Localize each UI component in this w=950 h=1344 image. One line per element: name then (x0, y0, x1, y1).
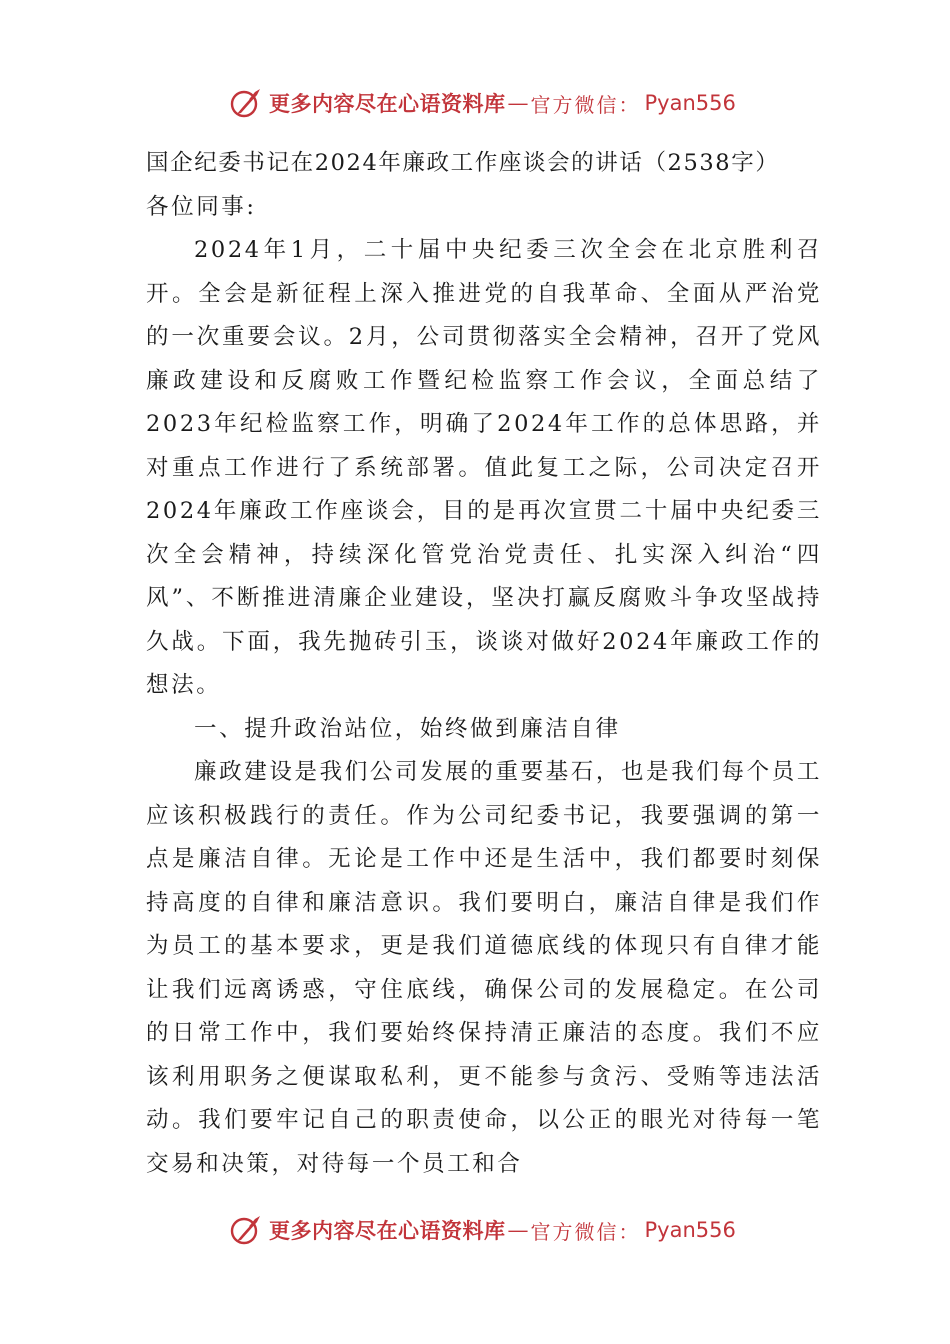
paragraph-section-1: 廉政建设是我们公司发展的重要基石，也是我们每个员工应该积极践行的责任。作为公司纪委书记，我要强调的第一点是廉洁自律。无论是工作中还是生活中，我们都要时刻保持高度的自律和廉洁意识。我们要明白，廉洁自律是我们作为员工的基本要求，更是我们道德底线的体现只有自律才能让我们远离诱惑，守住底线，确保公司的发展稳定。在公司的日常工作中，我们要始终保持清正廉洁的态度。我们不应该利用职务之便谋取私利，更不能参与贪污、受贿等违法活动。我们要牢记自己的职责使命，以公正的眼光对待每一笔交易和决策，对待每一个员工和合 (146, 759, 822, 1177)
section-heading-1: 一、提升政治站位，始终做到廉洁自律 (194, 715, 621, 742)
banner-official-label: 官方微信： (530, 1219, 641, 1244)
document-body (146, 142, 822, 1186)
quill-logo-icon (229, 1213, 263, 1247)
banner-slogan: 更多内容尽在心语资料库 (269, 91, 506, 116)
footer-watermark-banner (229, 1210, 736, 1250)
banner-wechat-id: Pyan556 (644, 91, 736, 115)
banner-wechat-id: Pyan556 (644, 1218, 736, 1242)
paragraph-intro: 2024年1月，二十届中央纪委三次全会在北京胜利召开。全会是新征程上深入推进党的自我革命、全面从严治党的一次重要会议。2月，公司贯彻落实全会精神，召开了党风廉政建设和反腐败工作暨纪检监察工作会议，全面总结了2023年纪检监察工作，明确了2024年工作的总体思路，并对重点工作进行了系统部署。值此复工之际，公司决定召开2024年廉政工作座谈会，目的是再次宣贯二十届中央纪委三次全会精神，持续深化管党治党责任、扎实深入纠治“四风”、不断推进清廉企业建设，坚决打赢反腐败斗争攻坚战持久战。下面，我先抛砖引玉，谈谈对做好2024年廉政工作的想法。 (146, 237, 822, 698)
banner-separator: — (507, 91, 529, 115)
header-watermark-banner (229, 83, 736, 123)
banner-slogan: 更多内容尽在心语资料库 (269, 1218, 506, 1243)
salutation: 各位同事: (146, 193, 257, 220)
document-title: 国企纪委书记在2024年廉政工作座谈会的讲话（2538字） (146, 150, 780, 176)
banner-official-label: 官方微信： (530, 92, 641, 117)
banner-separator: — (507, 1218, 529, 1242)
quill-logo-icon (229, 86, 263, 120)
